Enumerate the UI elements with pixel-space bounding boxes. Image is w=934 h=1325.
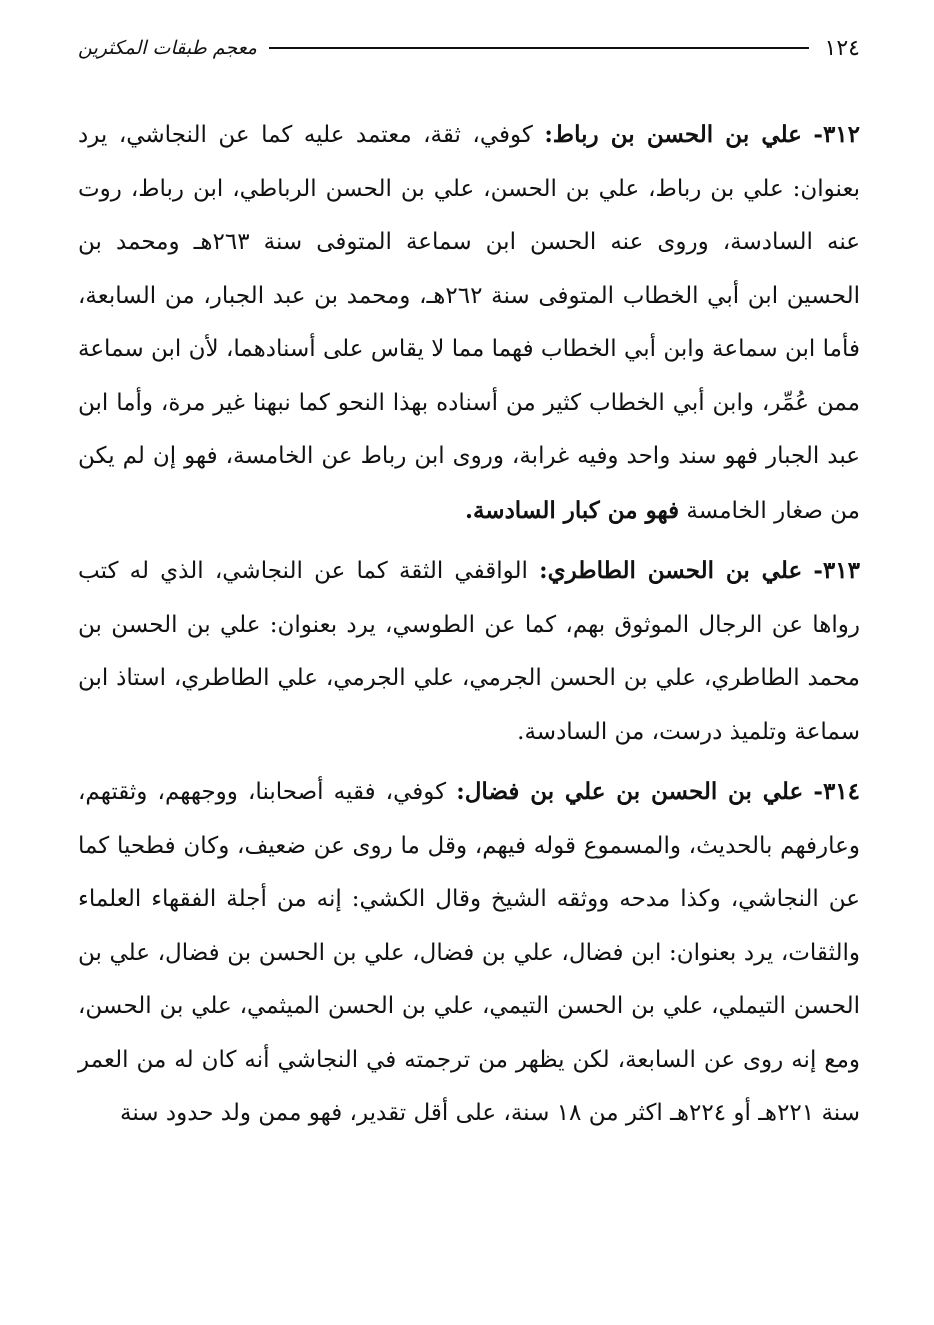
entry-heading: علي بن الحسن بن رباط:	[544, 121, 802, 148]
entry-conclusion: فهو من كبار السادسة.	[464, 496, 680, 524]
entry-body: كوفي، فقيه أصحابنا، ووجههم، وثقتهم، وعارفهم بالحديث، والمسموع قوله فيهم، وقل ما روى عن ضعيف، وكان فطحيا كما عن النجاشي، وكذا مدحه ووثقه الشيخ وقال الكشي: إنه من أجلة الفقهاء العلماء والثقات، يرد بعنوان: ابن فضال، علي بن فضال، علي بن الحسن بن فضال، علي بن الحسن التيملي، علي بن الحسن التيمي، علي بن الحسن الميثمي، علي بن الحسن، ومع إنه روى عن السابعة، لكن يظهر من ترجمته في النجاشي أنه كان له من العمر سنة ٢٢١هـ أو ٢٢٤هـ اكثر من ١٨ سنة، على أقل تقدير، فهو ممن ولد حدود سنة	[78, 779, 860, 1126]
entry-314	[78, 765, 860, 1141]
entry-paragraph	[78, 108, 860, 538]
entry-body: كوفي، ثقة، معتمد عليه كما عن النجاشي، يرد بعنوان: علي بن رباط، علي بن الحسن، علي بن الحسن الرباطي، ابن رباط، روت عنه السادسة، وروى عنه الحسن ابن سماعة المتوفى سنة ٢٦٣هـ ومحمد بن الحسين ابن أبي الخطاب المتوفى سنة ٢٦٢هـ، ومحمد بن عبد الجبار، من السابعة، فأما ابن سماعة وابن أبي الخطاب فهما مما لا يقاس على أسنادهما، لأن ابن سماعة ممن عُمِّر، وابن أبي الخطاب كثير من أسناده بهذا النحو كما نبهنا غير مرة، وأما ابن عبد الجبار فهو سند واحد وفيه غرابة، وروى ابن رباط عن الخامسة، فهو إن لم يكن من صغار الخامسة	[78, 122, 860, 524]
entry-number: ٣١٤-	[813, 778, 860, 805]
entry-heading: علي بن الحسن بن علي بن فضال:	[456, 778, 804, 805]
entry-number: ٣١٣-	[813, 557, 860, 584]
entry-paragraph	[78, 765, 860, 1141]
page-content	[78, 108, 860, 1147]
entry-313	[78, 544, 860, 759]
entry-body: الواقفي الثقة كما عن النجاشي، الذي له كتب رواها عن الرجال الموثوق بهم، كما عن الطوسي، يرد بعنوان: علي بن الحسن بن محمد الطاطري، علي بن الحسن الجرمي، علي الجرمي، علي الطاطري، استاذ ابن سماعة وتلميذ درست، من السادسة.	[78, 558, 860, 745]
entry-312	[78, 108, 860, 538]
header-rule	[269, 47, 809, 49]
book-title: معجم طبقات المكثرين	[78, 37, 257, 59]
entry-heading: علي بن الحسن الطاطري:	[539, 557, 803, 584]
page-number: ١٢٤	[824, 35, 860, 61]
entry-number: ٣١٢-	[813, 121, 861, 148]
entry-paragraph	[78, 544, 860, 759]
running-header	[78, 30, 860, 66]
